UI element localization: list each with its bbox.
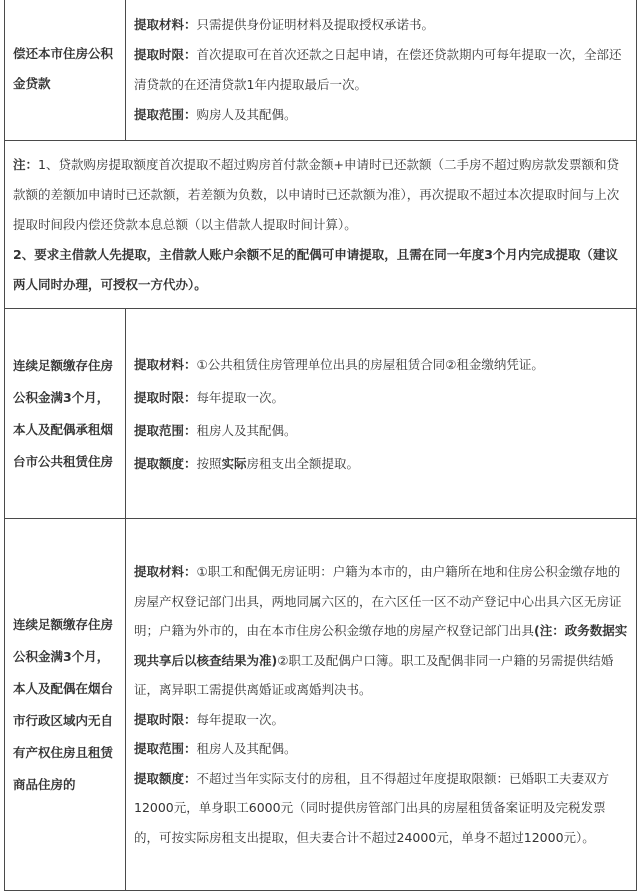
- item-value-bold: 实际: [221, 455, 247, 471]
- item-value: 首次提取可在首次还款之日起申请，在偿还贷款期内可每年提取一次，全部还清贷款的在还清贷款1年内提取最后一次。: [134, 46, 622, 92]
- note-text-1: 1、贷款购房提取额度首次提取不超过购房首付款金额+申请时已还款额（二手房不超过购房款发票额和贷款额的差额加申请时已还款额，若差额为负数，以申请时已还款额为准），再次提取不超过本次提取时间与上次提取时间段内偿还贷款本息总额（以主借款人提取时间计算）。: [13, 156, 620, 232]
- item-value: 房租支出全额提取。: [246, 455, 360, 471]
- list-item: [134, 40, 630, 100]
- item-value: 租房人及其配偶。: [196, 741, 297, 756]
- row-label-cell: [5, 309, 126, 519]
- list-item: [134, 414, 630, 447]
- item-value: 只需提供身份证明材料及提取授权承诺书。: [196, 16, 435, 32]
- item-key: 提取材料：: [134, 564, 197, 579]
- item-value: ①公共租赁住房管理单位出具的房屋租赁合同②租金缴纳凭证。: [196, 356, 544, 372]
- row-label: 连续足额缴存住房公积金满3个月，本人及配偶在烟台市行政区域内无自有产权住房且租赁商品住房的: [13, 616, 114, 792]
- item-key: 提取范围：: [134, 422, 197, 438]
- list-item: [134, 381, 630, 414]
- item-key: 提取时限：: [134, 389, 197, 405]
- item-key: 提取额度：: [134, 455, 197, 471]
- row-content-cell: [126, 0, 637, 141]
- item-key: 提取范围：: [134, 741, 197, 756]
- item-value-bold: (注：政务数据实现共享后以核查结果为准): [134, 623, 628, 668]
- list-item: [134, 10, 630, 40]
- item-value: ①职工和配偶无房证明：户籍为本市的，由户籍所在地和住房公积金缴存地的房屋产权登记部门出具，两地同属六区的，在六区任一区不动产登记中心出具六区无房证明；户籍为外市的，由在本市住房公积金缴存地的房屋产权登记部门出具: [134, 564, 622, 638]
- item-value: 租房人及其配偶。: [196, 422, 297, 438]
- row-label-cell: [5, 0, 126, 141]
- item-value: ②职工及配偶户口簿。职工及配偶非同一户籍的另需提供结婚证，离异职工需提供离婚证或离婚判决书。: [134, 652, 614, 697]
- list-item: [134, 348, 630, 381]
- row-label: 偿还本市住房公积金贷款: [13, 45, 114, 91]
- item-value: 按照: [196, 455, 222, 471]
- list-item: [134, 734, 630, 764]
- table-row: [5, 0, 637, 141]
- list-item: [134, 557, 630, 705]
- list-item: [134, 764, 630, 853]
- item-key: 提取时限：: [134, 46, 197, 62]
- item-value: 每年提取一次。: [196, 389, 285, 405]
- item-value: 每年提取一次。: [196, 711, 285, 727]
- row-content-cell: [126, 309, 637, 519]
- table-row: [5, 519, 637, 891]
- table-row: [5, 309, 637, 519]
- note-cell: [5, 141, 637, 309]
- item-key: 提取材料：: [134, 16, 197, 32]
- list-item: [134, 447, 630, 480]
- note-paragraph-1: 注：1、贷款购房提取额度首次提取不超过购房首付款金额+申请时已还款额（二手房不超过购房款发票额和贷款额的差额加申请时已还款额，若差额为负数，以申请时已还款额为准），再次提取不超过本次提取时间与上次提取时间段内偿还贷款本息总额（以主借款人提取时间计算）。: [13, 156, 620, 232]
- list-item: [134, 705, 630, 735]
- item-key: 提取材料：: [134, 356, 197, 372]
- item-value: 购房人及其配偶。: [196, 106, 297, 122]
- item-key: 提取额度：: [134, 770, 197, 786]
- item-value: 不超过当年实际支付的房租，且不得超过年度提取限额：已婚职工夫妻双方12000元，单身职工6000元（同时提供房管部门出具的房屋租赁备案证明及完税发票的，可按实际房租支出提取，但夫妻合计不超过24000元，单身不超过12000元）。: [134, 770, 610, 845]
- withdrawal-policy-table: [4, 0, 637, 891]
- row-content-cell: [126, 519, 637, 891]
- item-key: 提取范围：: [134, 106, 197, 122]
- list-item: [134, 100, 630, 130]
- table-row: [5, 141, 637, 309]
- note-paragraph-2: 2、要求主借款人先提取，主借款人账户余额不足的配偶可申请提取，且需在同一年度3个月内完成提取（建议两人同时办理，可授权一方代办）。: [13, 246, 618, 292]
- item-key: 提取时限：: [134, 711, 197, 727]
- row-label: 连续足额缴存住房公积金满3个月，本人及配偶承租烟台市公共租赁住房: [13, 357, 114, 469]
- row-label-cell: [5, 519, 126, 891]
